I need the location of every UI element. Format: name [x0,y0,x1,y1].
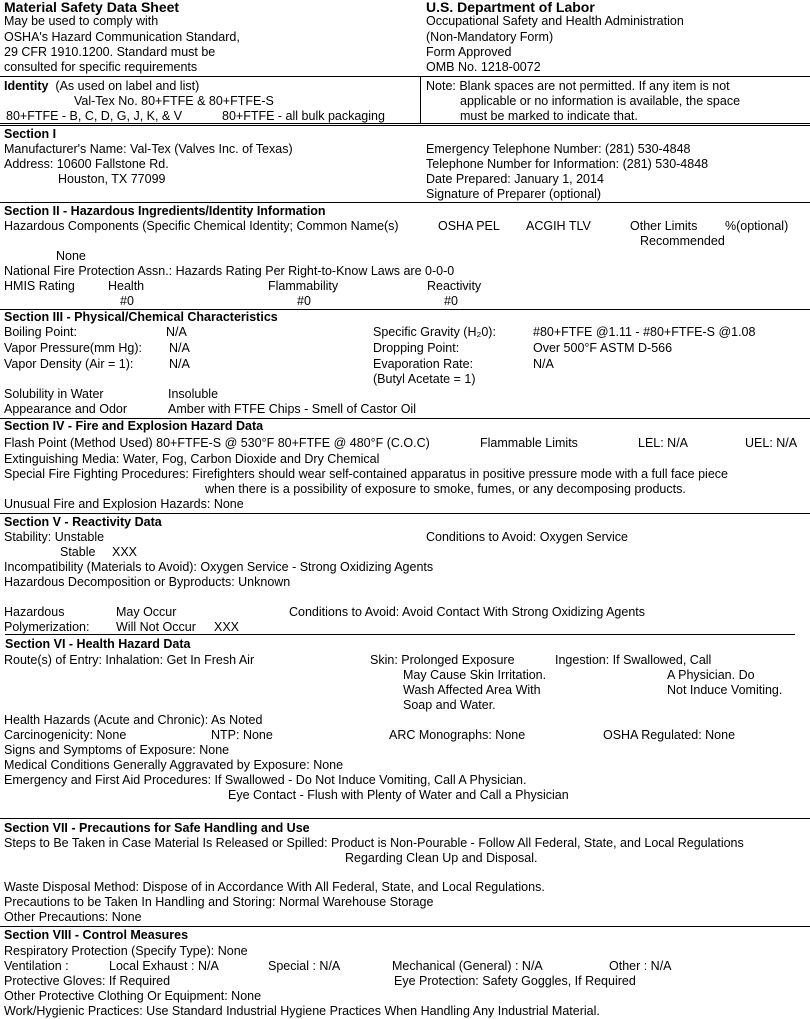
date-prepared: Date Prepared: January 1, 2014 [426,172,604,186]
agency-title: U.S. Department of Labor [426,0,595,15]
note-line: must be marked to indicate that. [460,109,638,123]
extinguishing-media: Extinguishing Media: Water, Fog, Carbon Dioxide and Dry Chemical [4,452,380,466]
may-occur-label: May Occur [116,605,177,619]
evaporation-rate-value: N/A [533,357,554,371]
special-fire-procedures: Special Fire Fighting Procedures: Firefighters should wear self-contained apparatus in positive pressure mode with a full face piece [4,467,728,481]
evaporation-rate-reference: (Butyl Acetate = 1) [373,372,476,386]
address-line: Address: 10600 Fallstone Rd. [4,157,169,171]
reactivity-label: Reactivity [427,279,482,293]
dropping-point-value: Over 500°F ASTM D-566 [533,341,673,355]
polymerization-conditions: Conditions to Avoid: Avoid Contact With Strong Oxidizing Agents [289,605,645,619]
section-2-title: Section II - Hazardous Ingredients/Identity Information [4,204,326,218]
header-left-line: 29 CFR 1910.1200. Standard must be [4,45,216,59]
local-exhaust: Local Exhaust : N/A [109,959,219,973]
section-4-title: Section IV - Fire and Explosion Hazard Data [4,419,264,433]
section-6-title: Section VI - Health Hazard Data [5,637,191,651]
divider [0,76,810,77]
percent-optional-label: %(optional) [725,219,789,233]
header-right-line: Form Approved [426,45,512,59]
identity-note-label: (As used on label and list) [55,79,200,93]
header-right-line: (Non-Mandatory Form) [426,30,554,44]
carcinogenicity: Carcinogenicity: None [4,728,127,742]
identity-line: Val-Tex No. 80+FTFE & 80+FTFE-S [74,94,274,108]
skin-line: Wash Affected Area With [403,683,541,697]
arc-monographs: ARC Monographs: None [389,728,526,742]
protective-clothing: Other Protective Clothing Or Equipment: None [4,989,262,1003]
hazardous-components-label: Hazardous Components (Specific Chemical Identity; Common Name(s) [4,219,399,233]
mechanical-ventilation: Mechanical (General) : N/A [392,959,543,973]
divider [0,926,810,927]
appearance-value: Amber with FTFE Chips - Smell of Castor Oil [168,402,416,416]
medical-conditions: Medical Conditions Generally Aggravated by Exposure: None [4,758,344,772]
dropping-point-label: Dropping Point: [373,341,460,355]
decomposition: Hazardous Decomposition or Byproducts: Unknown [4,575,291,589]
section-8-title: Section VIII - Control Measures [4,928,189,942]
note-line: Note: Blank spaces are not permitted. If any item is not [426,79,730,93]
note-line: applicable or no information is available, the space [460,94,741,108]
will-not-occur-mark: XXX [214,620,240,634]
address-line: Houston, TX 77099 [58,172,166,186]
will-not-occur-label: Will Not Occur [116,620,196,634]
divider [0,123,810,124]
boiling-point-value: N/A [166,325,187,339]
stable-label: Stable [60,545,96,559]
components-value: None [56,249,86,263]
manufacturer-name: Manufacturer's Name: Val-Tex (Valves Inc. of Texas) [4,142,293,156]
flammability-label: Flammability [268,279,339,293]
recommended-label: Recommended [640,234,725,248]
identity-heading [4,79,199,94]
ingestion-line: Ingestion: If Swallowed, Call [555,653,712,667]
divider [0,513,810,514]
solubility-value: Insoluble [168,387,219,401]
signs-symptoms: Signs and Symptoms of Exposure: None [4,743,230,757]
divider [420,76,421,123]
header-right-line: Occupational Safety and Health Administration [426,14,684,28]
stability-label: Stability: Unstable [4,530,105,544]
stability-conditions: Conditions to Avoid: Oxygen Service [426,530,628,544]
section-3-title: Section III - Physical/Chemical Characteristics [4,310,278,324]
flammable-limits-label: Flammable Limits [480,436,578,450]
appearance-label: Appearance and Odor [4,402,128,416]
health-hazards: Health Hazards (Acute and Chronic): As Noted [4,713,263,727]
info-phone: Telephone Number for Information: (281) 530-4848 [426,157,709,171]
health-value: #0 [120,294,134,308]
hazardous-label: Hazardous [4,605,65,619]
vapor-pressure-value: N/A [169,341,190,355]
header-left-line: OSHA's Hazard Communication Standard, [4,30,240,44]
boiling-point-label: Boiling Point: [4,325,77,339]
section-1-title: Section I [4,127,57,141]
spill-steps-cont: Regarding Clean Up and Disposal. [345,851,538,865]
header-left-line: May be used to comply with [4,14,159,28]
solubility-label: Solubility in Water [4,387,104,401]
header-left-line: consulted for specific requirements [4,60,198,74]
lel-value: LEL: N/A [638,436,689,450]
first-aid: Emergency and First Aid Procedures: If Swallowed - Do Not Induce Vomiting, Call A Physician. [4,773,527,787]
header-right-line: OMB No. 1218-0072 [426,60,541,74]
divider [0,818,810,819]
uel-value: UEL: N/A [745,436,798,450]
specific-gravity-label: Specific Gravity (H₂0): [373,325,496,339]
preparer-signature: Signature of Preparer (optional) [426,187,602,201]
incompatibility: Incompatibility (Materials to Avoid): Oxygen Service - Strong Oxidizing Agents [4,560,434,574]
spill-steps: Steps to Be Taken in Case Material Is Released or Spilled: Product is Non-Pourable - Follow All Federal, State, and Local Regulations [4,836,744,850]
other-limits-label: Other Limits [630,219,698,233]
section-7-title: Section VII - Precautions for Safe Handling and Use [4,821,310,835]
handling-precautions: Precautions to be Taken In Handling and Storing: Normal Warehouse Storage [4,895,434,909]
waste-disposal: Waste Disposal Method: Dispose of in Accordance With All Federal, State, and Local Regulations. [4,880,545,894]
skin-line: Soap and Water. [403,698,496,712]
flammability-value: #0 [297,294,311,308]
acgih-tlv-label: ACGIH TLV [526,219,591,233]
protective-gloves: Protective Gloves: If Required [4,974,171,988]
nfpa-rating: National Fire Protection Assn.: Hazards Rating Per Right-to-Know Laws are 0-0-0 [4,264,455,278]
skin-line: Skin: Prolonged Exposure [370,653,515,667]
ventilation-label: Ventilation : [4,959,69,973]
ntp: NTP: None [211,728,273,742]
form-title: Material Safety Data Sheet [4,0,180,15]
stable-mark: XXX [112,545,138,559]
identity-line: 80+FTFE - all bulk packaging [222,109,385,123]
other-ventilation: Other : N/A [609,959,672,973]
vapor-pressure-label: Vapor Pressure(mm Hg): [4,341,142,355]
health-label: Health [108,279,145,293]
other-precautions: Other Precautions: None [4,910,142,924]
osha-regulated: OSHA Regulated: None [603,728,736,742]
skin-line: May Cause Skin Irritation. [403,668,547,682]
flash-point: Flash Point (Method Used) 80+FTFE-S @ 530°F 80+FTFE @ 480°F (C.O.C) [4,436,430,450]
emergency-phone: Emergency Telephone Number: (281) 530-4848 [426,142,691,156]
divider [5,634,795,635]
special-fire-procedures-cont: when there is a possibility of exposure to smoke, fumes, or any decomposing products. [205,482,686,496]
polymerization-label: Polymerization: [4,620,90,634]
eye-protection: Eye Protection: Safety Goggles, If Required [394,974,636,988]
divider [0,202,810,203]
work-practices: Work/Hygienic Practices: Use Standard Industrial Hygiene Practices When Handling Any Industrial Material. [4,1004,600,1018]
identity-label: Identity [4,79,49,93]
specific-gravity-value: #80+FTFE @1.11 - #80+FTFE-S @1.08 [533,325,756,339]
reactivity-value: #0 [444,294,458,308]
divider [0,125,810,126]
ingestion-line: A Physician. Do [667,668,755,682]
evaporation-rate-label: Evaporation Rate: [373,357,474,371]
section-5-title: Section V - Reactivity Data [4,515,162,529]
route-of-entry: Route(s) of Entry: Inhalation: Get In Fresh Air [4,653,255,667]
vapor-density-label: Vapor Density (Air = 1): [4,357,134,371]
osha-pel-label: OSHA PEL [438,219,500,233]
vapor-density-value: N/A [169,357,190,371]
respiratory-protection: Respiratory Protection (Specify Type): None [4,944,248,958]
special-ventilation: Special : N/A [268,959,341,973]
identity-line: 80+FTFE - B, C, D, G, J, K, & V [6,109,183,123]
hmis-label: HMIS Rating [4,279,75,293]
ingestion-line: Not Induce Vomiting. [667,683,783,697]
unusual-hazards: Unusual Fire and Explosion Hazards: None [4,497,244,511]
first-aid-cont: Eye Contact - Flush with Plenty of Water and Call a Physician [228,788,569,802]
